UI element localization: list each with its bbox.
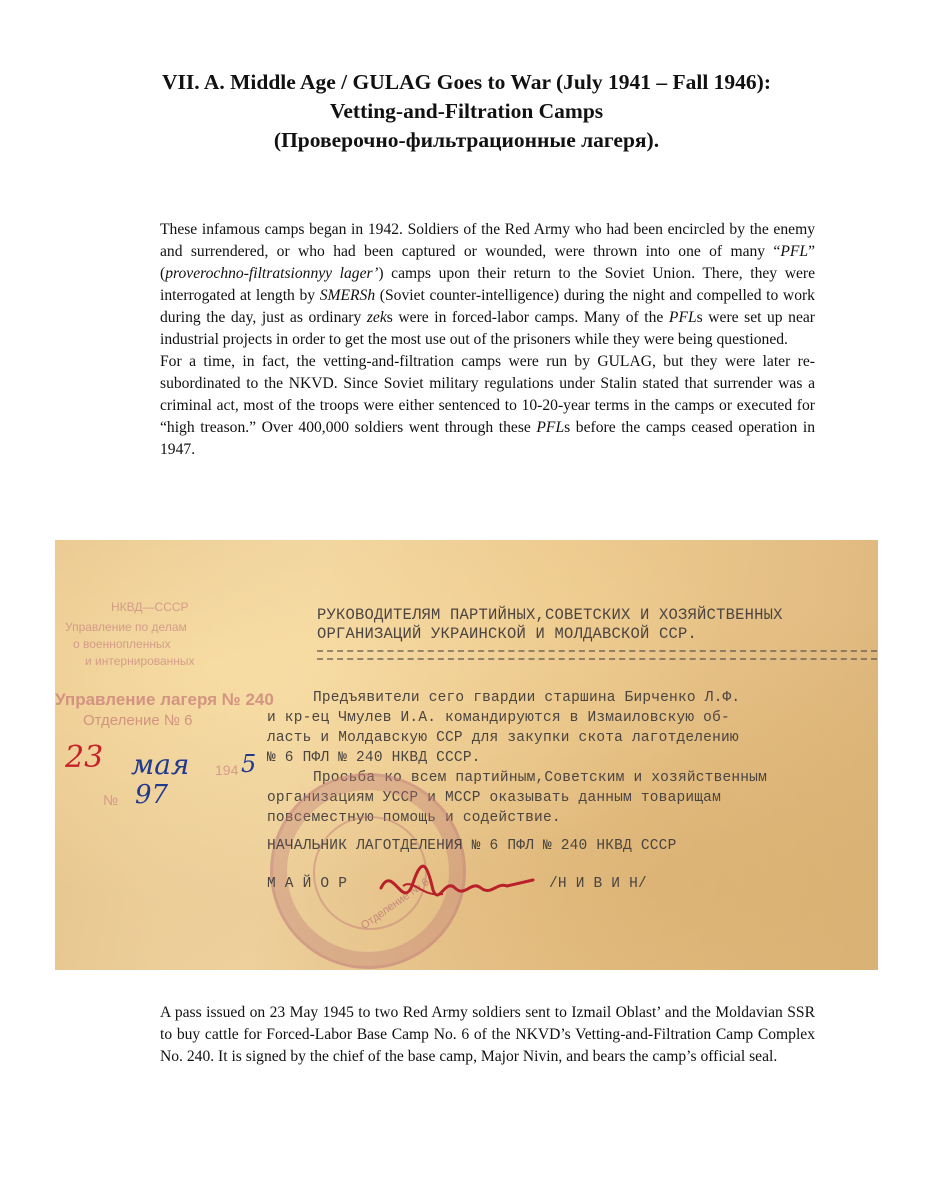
doc-body-line: повсеместную помощь и содействие.: [267, 810, 561, 826]
intro-paragraph-1: [160, 219, 815, 351]
date-day: 23: [65, 740, 104, 775]
doc-body-line: и кр-ец Чмулев И.А. командируются в Измаиловскую об-: [267, 710, 730, 726]
doc-body-line: организациям УССР и МССР оказывать данным товарищам: [267, 790, 721, 806]
number-value: 97: [135, 780, 169, 810]
stamp-line: о военнопленных: [73, 637, 171, 651]
doc-body-line: ласть и Молдавскую ССР для закупки скота лаготделению: [267, 730, 739, 746]
stamp-camp: Управление лагеря № 240: [55, 690, 274, 709]
term-pfl: PFL: [536, 419, 565, 436]
date-year-hand: 5: [241, 750, 257, 778]
text-run: ” (: [160, 243, 815, 282]
intro-text: [160, 219, 815, 461]
rank: М А Й О Р: [267, 876, 348, 892]
heading-underline: [317, 650, 877, 660]
stamp-line: и интернированных: [85, 654, 195, 668]
doc-body-line: Просьба ко всем партийным,Советским и хозяйственным: [313, 770, 767, 786]
stamp-dept: Отделение № 6: [83, 712, 193, 729]
title-line-2: Vetting-and-Filtration Camps: [329, 99, 604, 123]
doc-heading-line-1: РУКОВОДИТЕЛЯМ ПАРТИЙНЫХ,СОВЕТСКИХ И ХОЗЯЙСТВЕННЫХ: [317, 606, 783, 624]
text-run: These infamous camps began in 1942. Soldiers of the Red Army who had been encircled by the enemy and surrendered, or who had been captured or wounded, were thrown into one of many “: [160, 221, 815, 260]
title-line-1: VII. A. Middle Age / GULAG Goes to War (July 1941 – Fall 1946):: [162, 70, 771, 94]
term-pfl: PFL: [780, 243, 809, 260]
signature-name: /Н И В И Н/: [549, 876, 647, 892]
doc-body-line: № 6 ПФЛ № 240 НКВД СССР.: [267, 750, 481, 766]
term-transliteration: proverochno-filtratsionnyy lager’: [165, 265, 379, 282]
term-pfl: PFL: [668, 309, 697, 326]
doc-heading-line-2: ОРГАНИЗАЦИЙ УКРАИНСКОЙ И МОЛДАВСКОЙ ССР.: [317, 625, 698, 643]
doc-body-line: Предъявители сего гвардии старшина Бирченко Л.Ф.: [313, 690, 741, 706]
number-label: №: [103, 792, 119, 808]
signature-mark: [373, 858, 553, 918]
text-run: s were set up near industrial projects in order to get the most use out of the prisoners while they were being questioned.: [160, 309, 815, 348]
document-scan: [55, 540, 878, 970]
text-run: s were in forced-labor camps. Many of the: [386, 309, 669, 326]
seal-text: Отделение № 6: [358, 876, 432, 932]
stamp-line: Управление по делам: [65, 620, 187, 634]
term-zek: zek: [366, 309, 387, 326]
caption-text: A pass issued on 23 May 1945 to two Red Army soldiers sent to Izmail Oblast’ and the Moldavian SSR to buy cattle for Forced-Labor Base Camp No. 6 of the NKVD’s Vetting-and-Filtration Camp Complex No. 240. It is signed by the chief of the base camp, Major Nivin, and bears the camp’s official seal.: [160, 1004, 815, 1065]
stamp-line: НКВД—СССР: [111, 600, 189, 614]
page-title: [0, 68, 933, 155]
chief-line: НАЧАЛЬНИК ЛАГОТДЕЛЕНИЯ № 6 ПФЛ № 240 НКВД СССР: [267, 838, 677, 854]
text-run: For a time, in fact, the vetting-and-filtration camps were run by GULAG, but they were later re-subordinated to the NKVD. Since Soviet military regulations under Stalin stated that surrender was a criminal act, most of the troops were either sentenced to 10-20-year terms in the camps or executed for “high treason.” Over 400,000 soldiers went through these: [160, 353, 815, 436]
text-run: s before the camps ceased operation in 1947.: [160, 419, 815, 458]
text-run: (Soviet counter-intelligence) during the night and compelled to work during the day, just as ordinary: [160, 287, 815, 326]
intro-paragraph-2: [160, 351, 815, 461]
date-month: мая: [131, 748, 190, 781]
text-run: ) camps upon their return to the Soviet Union. There, they were interrogated at length by: [160, 265, 815, 304]
date-year-prefix: 194: [215, 762, 239, 778]
term-smersh: SMERSh: [319, 287, 376, 304]
title-line-3: (Проверочно-фильтрационные лагеря).: [273, 128, 660, 152]
caption: [160, 1002, 815, 1068]
